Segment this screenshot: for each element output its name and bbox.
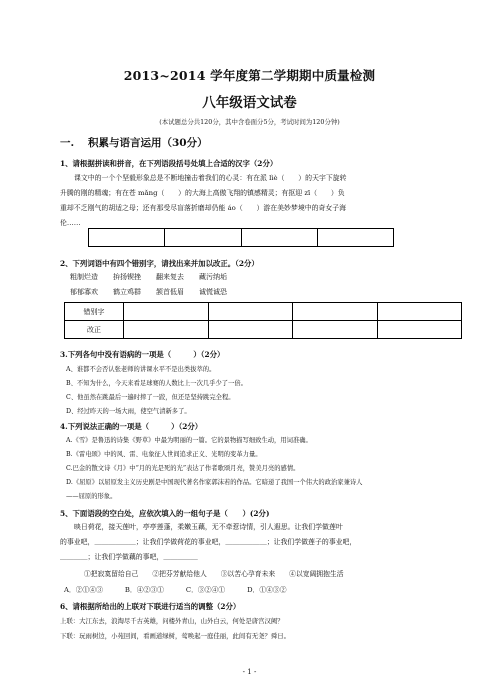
question-1-line: 伦…… <box>60 219 81 227</box>
word-item: 翻来复去 <box>156 273 184 281</box>
answer-option[interactable]: D．①④③② <box>247 586 287 594</box>
question-4-heading: 4.下列说法正确的一项是（ ）（2分） <box>60 422 203 431</box>
exam-note: (本试题总分共120分，其中含卷面分5分，考试时间为120分钟) <box>159 118 340 126</box>
question-2-words-row2 <box>70 287 242 297</box>
word-item: 藏污纳垢 <box>199 273 227 281</box>
exam-subtitle: 八年级语文试卷 <box>202 95 297 111</box>
question-1-heading: 1、请根据拼读和拼音，在下列语段括号处填上合适的汉字（2分） <box>60 159 278 168</box>
answer-option[interactable]: B．④②③① <box>124 586 164 594</box>
exam-title: 2013~2014 学年度第二学期期中质量检测 <box>123 68 376 83</box>
question-3-heading: 3.下列各句中没有语病的一项是（ ）（2分） <box>60 350 225 359</box>
choice-item: ①把寂寞留给自己 <box>84 570 139 578</box>
correction-cell[interactable] <box>293 321 378 339</box>
section-label: 积累与语言运用（30分） <box>88 137 208 149</box>
answer-cell[interactable] <box>317 229 393 247</box>
answer-cell[interactable] <box>165 229 241 247</box>
choice-item: ④以宽阔拥抱生活 <box>289 570 344 578</box>
word-item: 鹤立鸡群 <box>113 288 141 296</box>
choice-item: ②把芬芳献给他人 <box>152 570 207 578</box>
question-1-text <box>60 171 462 231</box>
correction-table <box>64 302 462 339</box>
question-5-choices <box>84 568 358 578</box>
answer-cell[interactable] <box>241 229 317 247</box>
correction-cell[interactable] <box>377 303 462 321</box>
question-1-line: 重却不乏刚气的胡适之母；还有那受尽盲落折磨却仍能 áo（ ）游在美妙梦境中的奇女子海 <box>60 204 347 212</box>
correction-cell[interactable] <box>377 321 462 339</box>
question-4-option-d: D.《屈原》以屈原发主义历史剧是中国现代著名作家郭沫若的作品。它暗递了我国一个伟大的政治家兼诗人 <box>66 479 363 486</box>
question-4-option-d-cont: ——屈原的形象。 <box>66 493 117 500</box>
correction-cell[interactable] <box>124 321 209 339</box>
question-1-line: 升腾的刚的精魂；有在苍 mǎng（ ）的大海上高傲飞翔的镇感精灵；有抠迎 zī（ ）负 <box>60 189 345 197</box>
question-5-text <box>60 520 462 565</box>
question-3-option-b: B、不知为什么，今天来看足球赛的人数比上一次几乎少了一倍。 <box>66 380 247 387</box>
question-4-option-c: C.巴金的散文诗《月》中“月的光是死的光”表达了作者歌颂月亮，赞美月亮的感情。 <box>66 465 300 472</box>
question-3-option-c: C、他虽然在跳最后一遍时摔了一跤，但还是坚持跳完全程。 <box>66 394 235 401</box>
question-4-option-a: A.《雪》是鲁迅的诗集《野草》中最为明丽的一篇。它的景物描写细致生动，用词准确。 <box>66 437 312 444</box>
page-number: - 1 - <box>242 668 257 676</box>
word-item: 诚慌诚恐 <box>199 288 227 296</box>
word-item: 颔首低眉 <box>156 288 184 296</box>
question-6-heading: 6、请根据所给出的上联对下联进行适当的调整（2分） <box>60 602 241 611</box>
answer-cell[interactable] <box>89 229 165 247</box>
answer-option[interactable]: C．③②④① <box>185 586 226 594</box>
correction-cell[interactable] <box>124 303 209 321</box>
choice-item: ③以苦心孕育未来 <box>220 570 276 578</box>
question-3-option-a: A、谁都不会否认张老师的讲课水平不是出类拔萃的。 <box>66 366 216 373</box>
correction-cell[interactable] <box>208 321 293 339</box>
question-5-heading: 5、下面语段的空白处，应依次填入的一组句子是（ ）(2分) <box>60 509 270 518</box>
word-item: 粗制烂造 <box>70 273 98 281</box>
question-4-option-b: B.《雷电颂》中的风、雷、电象征人世间追求正义、光明的变革力量。 <box>66 451 262 458</box>
question-1-line: 课文中的一个个坚毅形象总是不断地撞击着我们的心灵：有在派 lìè（ ）的天宇下旋转 <box>74 174 347 182</box>
word-item: 郁郁寡欢 <box>70 288 98 296</box>
correction-label-fix: 改正 <box>65 321 124 339</box>
question-5-line: ＿＿＿＿；让我们学做藕的事吧，＿＿＿＿＿ <box>60 553 198 561</box>
answer-option[interactable]: A．②①④③ <box>64 586 103 594</box>
question-6-lower-couplet: 下联：玩雨树边，小苑回间，看画道绿树，莺唤起一庭佳丽，此间有无尧？舜日。 <box>60 632 291 640</box>
question-3-option-d: D、经过昨天的一场大雨，使空气清新多了。 <box>66 408 191 415</box>
question-6-upper-couplet: 上联：大江东去，浪淘尽千古英雄，问楼外青山，山外白云，何处是唐宫汉阙？ <box>60 617 284 625</box>
question-2-heading: 2、下列词语中有四个错别字，请找出来并加以改正。（2分） <box>60 259 259 268</box>
answer-grid-q1 <box>88 228 394 247</box>
question-5-answers <box>64 584 309 594</box>
section-number: 一. <box>60 137 75 149</box>
question-5-line: 映日荷花，接天莲叶，亭亭莲蓬，柔嫩玉藕，无不牵惹诗情，引人遐思。让我们学做莲叶 <box>74 523 343 531</box>
word-item: 拚扬锲挫 <box>113 273 141 281</box>
section-heading <box>60 135 208 150</box>
question-2-words-row1 <box>70 272 242 282</box>
correction-cell[interactable] <box>208 303 293 321</box>
correction-cell[interactable] <box>293 303 378 321</box>
correction-label-wrong: 错别字 <box>65 303 124 321</box>
question-5-line: 的事业吧，＿＿＿＿＿＿；让我们学做荷花的事业吧，＿＿＿＿＿＿；让我们学做莲子的事业吧， <box>60 538 357 546</box>
